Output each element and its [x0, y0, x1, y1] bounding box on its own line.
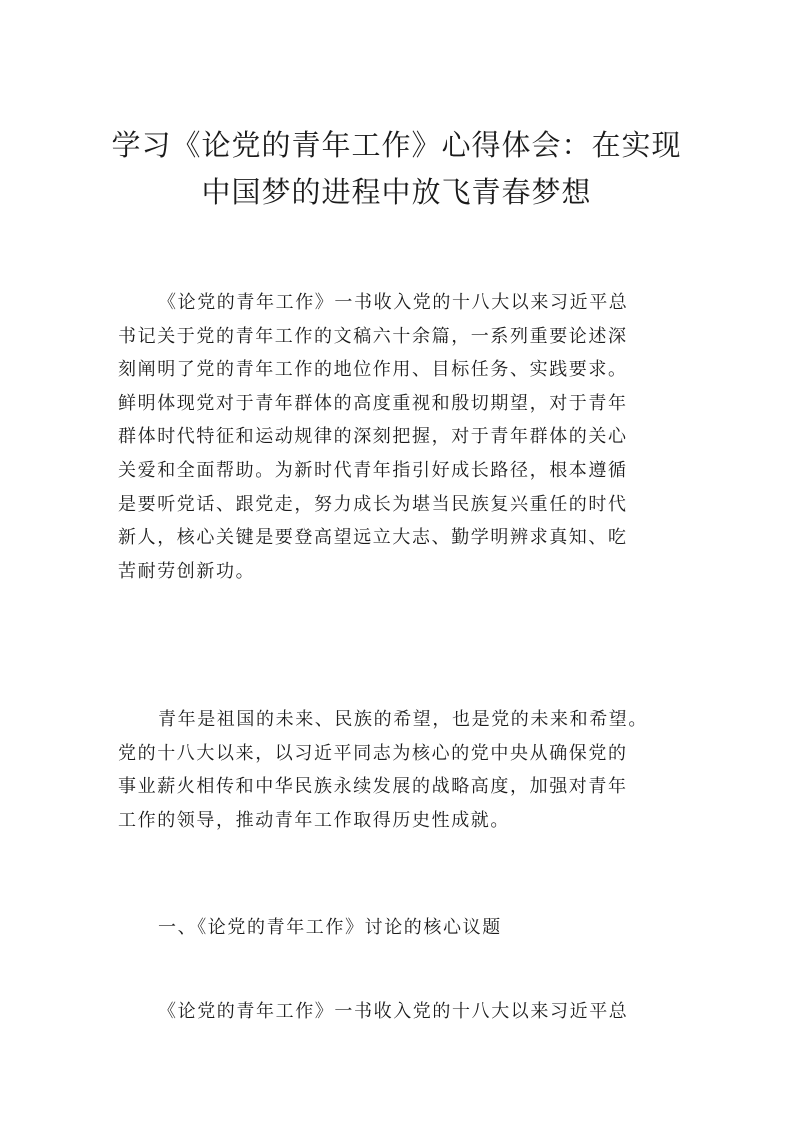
heading-line: 一、《论党的青年工作》讨论的核心议题 [158, 917, 502, 938]
text-line: 关爱和全面帮助。为新时代青年指引好成长路径，根本遵循 [118, 459, 628, 481]
text-line: 群体时代特征和运动规律的深刻把握，对于青年群体的关心 [118, 426, 628, 448]
text-line: 党的十八大以来，以习近平同志为核心的党中央从确保党的 [118, 742, 628, 764]
text-line: 青年是祖国的未来、民族的希望，也是党的未来和希望。 [158, 709, 648, 730]
title-line: 中国梦的进程中放飞青春梦想 [201, 175, 592, 209]
text-line: 工作的领导，推动青年工作取得历史性成就。 [118, 809, 510, 831]
paragraph-intro [118, 286, 678, 588]
text-line: 事业薪火相传和中华民族永续发展的战略高度，加强对青年 [118, 776, 628, 798]
text-line: 是要听党话、跟党走，努力成长为堪当民族复兴重任的时代 [118, 493, 628, 515]
paragraph-youth [118, 703, 678, 837]
document-title [60, 122, 733, 216]
text-line: 《论党的青年工作》一书收入党的十八大以来习近平总 [158, 1001, 629, 1022]
text-line: 刻阐明了党的青年工作的地位作用、目标任务、实践要求。 [118, 359, 628, 381]
section-heading [118, 911, 678, 945]
title-line: 学习《论党的青年工作》心得体会：在实现 [111, 128, 682, 162]
text-line: 鲜明体现党对于青年群体的高度重视和殷切期望，对于青年 [118, 392, 628, 414]
paragraph-section-one [118, 995, 678, 1029]
text-line: 《论党的青年工作》一书收入党的十八大以来习近平总 [158, 292, 629, 313]
text-line: 苦耐劳创新功。 [118, 560, 256, 582]
text-line: 书记关于党的青年工作的文稿六十余篇，一系列重要论述深 [118, 325, 628, 347]
text-line: 新人，核心关键是要登高望远立大志、勤学明辨求真知、吃 [118, 527, 628, 549]
